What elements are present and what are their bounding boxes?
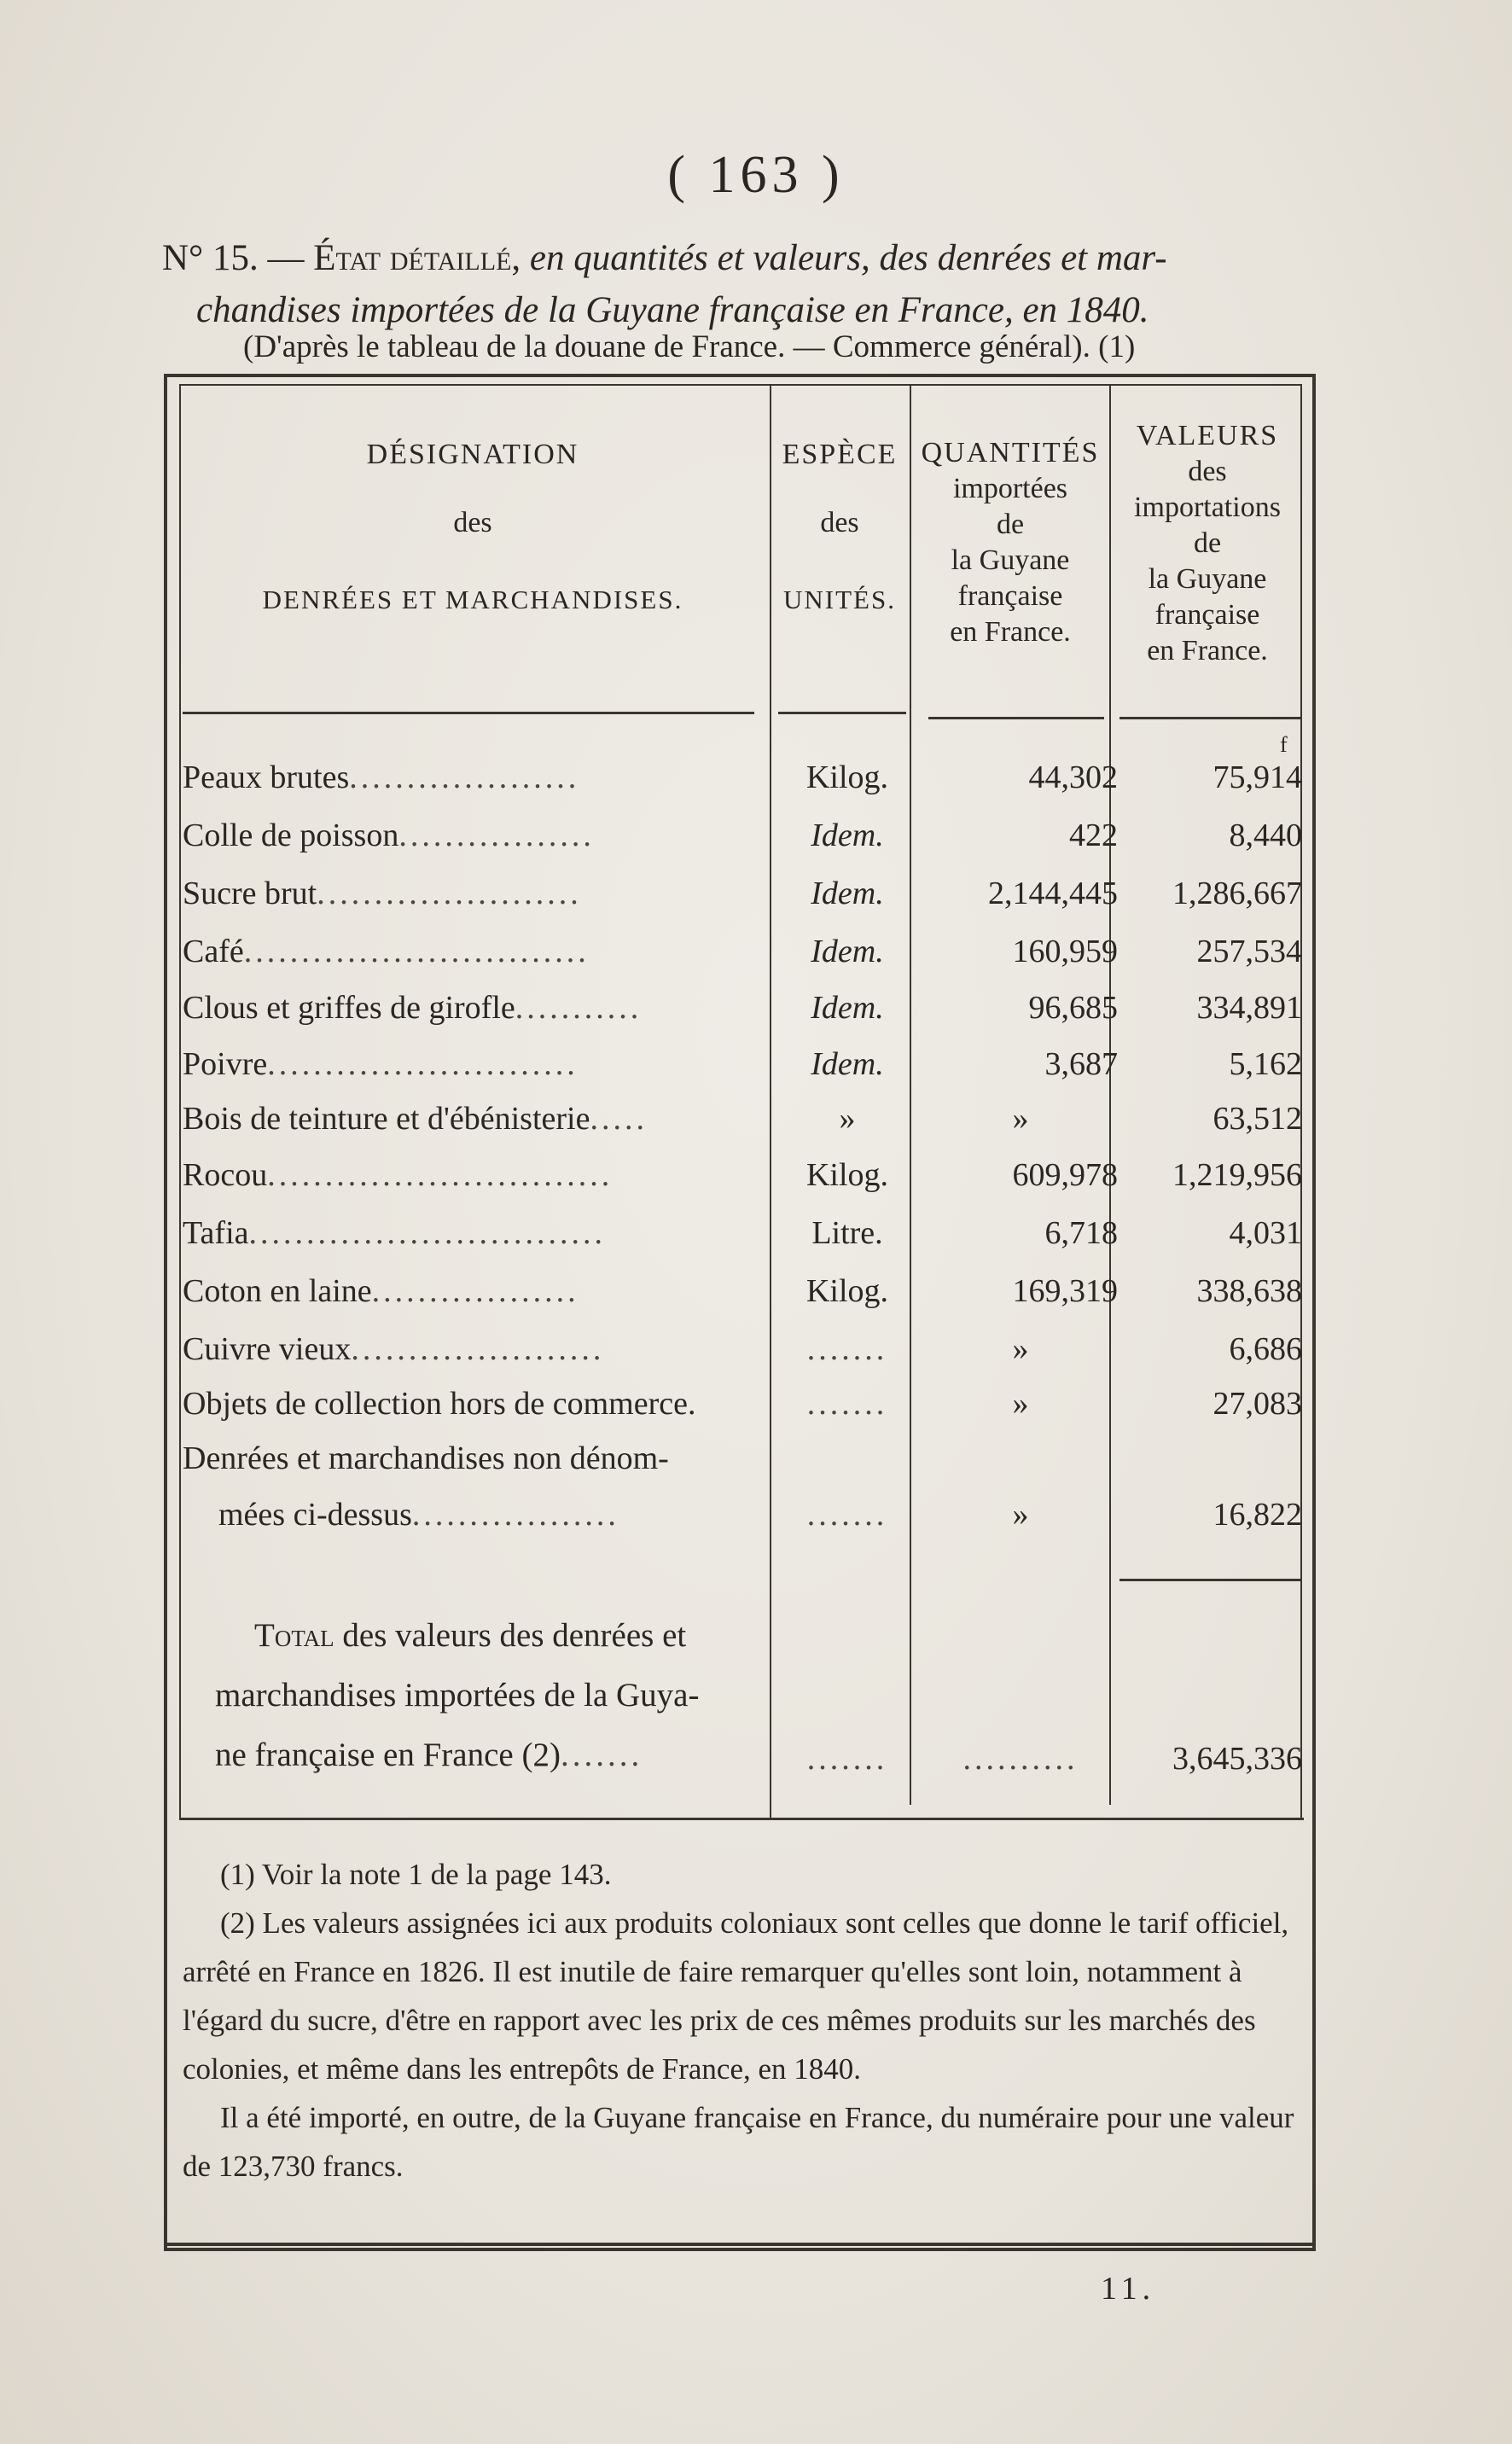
row-quantity: 3,687: [1044, 1046, 1118, 1082]
footnote-1: (1) Voir la note 1 de la page 143.: [220, 1858, 612, 1891]
row-designation: Cuivre vieux......................: [183, 1331, 605, 1367]
total-unit: .......: [806, 1741, 888, 1777]
header-unit-line1: ESPÈCE: [782, 439, 898, 470]
table-row: [181, 1036, 1302, 1092]
row-unit: Idem.: [811, 990, 884, 1026]
row-value: 8,440: [1229, 818, 1302, 853]
row-quantity: 160,959: [1012, 934, 1118, 969]
row-value: 338,638: [1196, 1273, 1302, 1309]
row-unit: Litre.: [811, 1215, 883, 1251]
row-value: 1,286,667: [1172, 876, 1302, 911]
header-value-line6: française: [1154, 599, 1260, 631]
row-unit: Idem.: [811, 818, 884, 853]
table-body-bottom-rule: [179, 1818, 1304, 1820]
table-row: [181, 923, 1302, 980]
header-value-line4: de: [1193, 527, 1222, 559]
header-designation: [183, 434, 763, 621]
table-heading: [162, 232, 1331, 336]
row-designation: Rocou..............................: [183, 1157, 614, 1193]
header-designation-line3: DENRÉES ET MARCHANDISES.: [262, 585, 683, 614]
header-quantity-line6: en France.: [950, 616, 1071, 648]
row-designation: Objets de collection hors de commerce.: [183, 1386, 696, 1422]
row-value: 1,219,956: [1172, 1157, 1302, 1193]
row-designation: Tafia...............................: [183, 1215, 607, 1251]
header-quantity-line4: la Guyane: [951, 544, 1070, 576]
row-unit: Idem.: [811, 934, 884, 969]
total-label-line3: ne française en France (2): [215, 1737, 561, 1773]
table-row: [181, 1487, 1302, 1543]
table-row: [181, 749, 1302, 806]
bottom-rule: [167, 2243, 1316, 2246]
header-quantity-line3: de: [996, 509, 1025, 540]
row-unit: Kilog.: [805, 1157, 889, 1193]
row-quantity: »: [1012, 1497, 1029, 1533]
header-designation-line1: DÉSIGNATION: [366, 439, 579, 470]
table-row: [181, 1430, 1302, 1487]
header-rule-unit: [778, 712, 906, 714]
header-value-line3: importations: [1134, 492, 1281, 523]
row-value: 6,686: [1229, 1331, 1302, 1367]
table-row: [181, 1147, 1302, 1203]
heading-line1: en quantités et valeurs, des denrées et mar-: [529, 238, 1167, 278]
heading-label: État détaillé,: [313, 238, 530, 278]
total-leader: .......: [560, 1737, 643, 1773]
row-unit: Kilog.: [805, 759, 889, 795]
footnotes: [183, 1850, 1307, 2191]
row-unit: Kilog.: [805, 1273, 889, 1309]
table-row: [181, 1376, 1302, 1432]
row-designation: Bois de teinture et d'ébénisterie.....: [183, 1101, 648, 1137]
header-value-line5: la Guyane: [1148, 563, 1267, 595]
footnote-3: Il a été importé, en outre, de la Guyane française en France, du numéraire pour une valeur de 123,730 francs.: [183, 2101, 1294, 2183]
row-quantity: »: [1012, 1331, 1029, 1367]
row-unit: Idem.: [811, 876, 884, 911]
total-quantity: ..........: [962, 1741, 1079, 1777]
header-quantity-line5: française: [957, 580, 1063, 612]
footnote-2: (2) Les valeurs assignées ici aux produits coloniaux sont celles que donne le tarif officiel, arrêté en France en 1826. Il est inutile de faire remarquer qu'elles sont loin, notamment à l'égard du sucre, d'être en rapport avec les prix de ces mêmes produits sur les marchés des colonies, et même dans les entrepôts de France, en 1840.: [183, 1906, 1289, 2086]
total-row: [181, 1731, 1302, 1787]
row-quantity: 169,319: [1012, 1273, 1118, 1309]
row-quantity: 609,978: [1012, 1157, 1118, 1193]
source-note: (D'après le tableau de la douane de France. — Commerce général). (1): [243, 329, 1136, 364]
row-value: 4,031: [1229, 1215, 1302, 1251]
row-quantity: 6,718: [1044, 1215, 1118, 1251]
row-value: 75,914: [1213, 759, 1302, 795]
table-row: [181, 1205, 1302, 1261]
row-value: 27,083: [1213, 1386, 1302, 1422]
row-value: 5,162: [1229, 1046, 1302, 1082]
row-quantity: 44,302: [1028, 759, 1118, 795]
row-value: 16,822: [1213, 1497, 1302, 1533]
header-rule-designation: [183, 712, 754, 714]
row-value: 334,891: [1196, 990, 1302, 1026]
row-unit: »: [839, 1101, 856, 1137]
row-quantity: 422: [1069, 818, 1118, 853]
header-quantity: [911, 435, 1109, 650]
page-number: ( 163 ): [667, 146, 845, 204]
total-label-line2: marchandises importées de la Guya-: [215, 1677, 700, 1714]
table-row: [181, 1321, 1302, 1377]
header-rule-value: [1119, 717, 1302, 719]
header-value-line7: en France.: [1147, 635, 1268, 666]
row-designation: mées ci-dessus..................: [218, 1497, 619, 1533]
row-quantity: 96,685: [1028, 990, 1118, 1026]
row-value: 63,512: [1213, 1101, 1302, 1137]
row-designation: Café..............................: [183, 934, 590, 969]
row-quantity: »: [1012, 1101, 1029, 1137]
row-unit: .......: [806, 1497, 888, 1533]
header-rule-quantity: [928, 717, 1104, 719]
total-label-prefix: Total: [254, 1617, 334, 1654]
header-value: [1111, 418, 1304, 669]
header-quantity-line2: importées: [952, 473, 1068, 504]
heading-line2: chandises importées de la Guyane française en France, en 1840.: [196, 290, 1149, 330]
header-unit: [771, 434, 908, 621]
table-row: [181, 865, 1302, 922]
row-designation: Coton en laine..................: [183, 1273, 579, 1309]
total-rule: [1119, 1579, 1302, 1581]
row-designation: Peaux brutes....................: [183, 759, 580, 795]
header-value-line2: des: [1188, 456, 1227, 487]
header-unit-line2: des: [820, 507, 859, 538]
table-row: [181, 807, 1302, 864]
row-designation: Poivre...........................: [183, 1046, 579, 1082]
row-designation: Sucre brut.......................: [183, 876, 582, 911]
row-unit: Idem.: [811, 1046, 884, 1082]
total-label-line1: des valeurs des denrées et: [334, 1617, 687, 1654]
row-designation: Colle de poisson.................: [183, 818, 595, 853]
table-row: [181, 1091, 1302, 1147]
signature-mark: 11.: [1101, 2271, 1156, 2307]
row-unit: .......: [806, 1331, 888, 1367]
heading-number: N° 15. —: [162, 238, 314, 278]
currency-mark: f: [1280, 732, 1288, 757]
row-designation: Clous et griffes de girofle...........: [183, 990, 643, 1026]
header-quantity-line1: QUANTITÉS: [921, 437, 1100, 468]
table-row: [181, 980, 1302, 1036]
header-unit-line3: UNITÉS.: [783, 585, 896, 614]
row-designation: Denrées et marchandises non dénom-: [183, 1440, 669, 1476]
total-value: 3,645,336: [1172, 1741, 1302, 1777]
row-unit: .......: [806, 1386, 888, 1422]
header-value-line1: VALEURS: [1136, 420, 1279, 451]
row-quantity: 2,144,445: [988, 876, 1118, 911]
header-designation-line2: des: [453, 507, 492, 538]
row-value: 257,534: [1196, 934, 1302, 969]
row-quantity: »: [1012, 1386, 1029, 1422]
table-row: [181, 1263, 1302, 1319]
